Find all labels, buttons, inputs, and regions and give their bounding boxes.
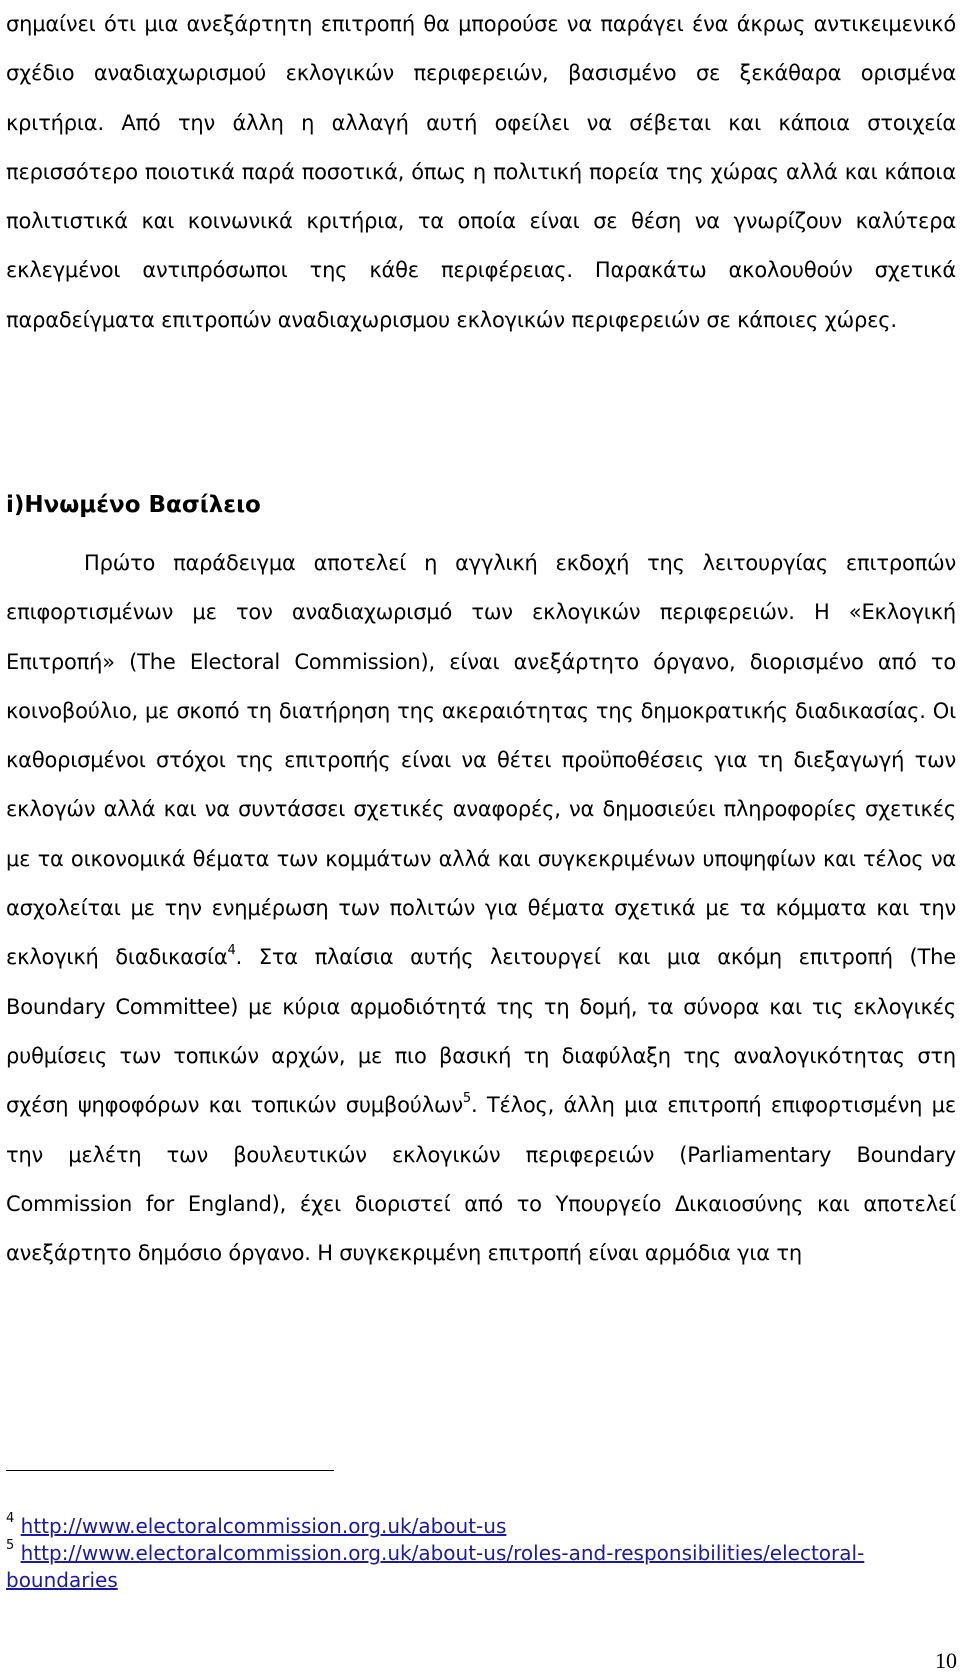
- page-number: 10: [935, 1648, 957, 1673]
- footnote-link[interactable]: http://www.electoralcommission.org.uk/about-us: [20, 1514, 507, 1538]
- intro-paragraph: σημαίνει ότι μια ανεξάρτητη επιτροπή θα μπορούσε να παράγει ένα άκρως αντικειμενικό σχέδιο αναδιαχωρισμού εκλογικών περιφερειών, βασισμένο σε ξεκάθαρα ορισμένα κριτήρια. Από την άλλη η αλλαγή αυτή οφείλει να σέβεται και κάποια στοιχεία περισσότερο ποιοτικά παρά ποσοτικά, όπως η πολιτική πορεία της χώρας αλλά και κάποια πολιτιστικά και κοινωνικά κριτήρια, τα οποία είναι σε θέση να γνωρίζουν καλύτερα εκλεγμένοι αντιπρόσωποι της κάθε περιφέρειας. Παρακάτω ακολουθούν σχετικά παραδείγματα επιτροπών αναδιαχωρισμου εκλογικών περιφερειών σε κάποιες χώρες.: [6, 12, 956, 332]
- uk-paragraph-text-a: Πρώτο παράδειγμα αποτελεί η αγγλική εκδοχή της λειτουργίας επιτροπών επιφορτισμένων με τον αναδιαχωρισμό των εκλογικών περιφερειών. Η «Εκλογική Επιτροπή» (The Electoral Commission), είναι ανεξάρτητο όργανο, διορισμένο από το κοινοβούλιο, με σκοπό τη διατήρηση της ακεραιότητας της δημοκρατικής διαδικασίας. Οι καθορισμένοι στόχοι της επιτροπής είναι να θέτει προϋποθέσεις για τη διεξαγωγή των εκλογών αλλά και να συντάσσει σχετικές αναφορές, να δημοσιεύει πληροφορίες σχετικές με τα οικονομικά θέματα των κομμάτων αλλά και συγκεκριμένων υποψηφίων και τέλος να ασχολείται με την ενημέρωση των πολιτών για θέματα σχετικά με τα κόμματα και την εκλογική διαδικασία: [6, 551, 956, 970]
- uk-paragraph-text-c: . Τέλος, άλλη μια επιτροπή επιφορτισμένη με την μελέτη των βουλευτικών εκλογικών περιφερειών (Parliamentary Boundary Commission for England), έχει διοριστεί από το Υπουργείο Δικαιοσύνης και αποτελεί ανεξάρτητο δημόσιο όργανο. Η συγκεκριμένη επιτροπή είναι αρμόδια για τη: [6, 1093, 956, 1266]
- footnote-number: 4: [6, 1511, 15, 1527]
- footnote-divider: [6, 1470, 334, 1471]
- footnote-item: [6, 1513, 926, 1540]
- uk-paragraph: [6, 539, 956, 1278]
- footnote-number: 5: [6, 1538, 15, 1554]
- footnote-item: [6, 1540, 926, 1594]
- footnotes: [6, 1513, 926, 1594]
- footnote-link[interactable]: http://www.electoralcommission.org.uk/about-us/roles-and-responsibilities/electoral-boundaries: [6, 1541, 865, 1592]
- uk-paragraph-text-b: . Στα πλαίσια αυτής λειτουργεί και μια ακόμη επιτροπή (The Boundary Committee) με κύρια αρμοδιότητά της τη δομή, τα σύνορα και τις εκλογικές ρυθμίσεις των τοπικών αρχών, με πιο βασική τη διαφύλαξη της αναλογικότητας στη σχέση ψηφοφόρων και τοπικών συμβούλων: [6, 945, 957, 1118]
- footnote-ref-5[interactable]: 5: [462, 1091, 471, 1107]
- section-heading: i)Ηνωμένο Βασίλειο: [6, 492, 261, 518]
- footnote-ref-4[interactable]: 4: [227, 943, 236, 959]
